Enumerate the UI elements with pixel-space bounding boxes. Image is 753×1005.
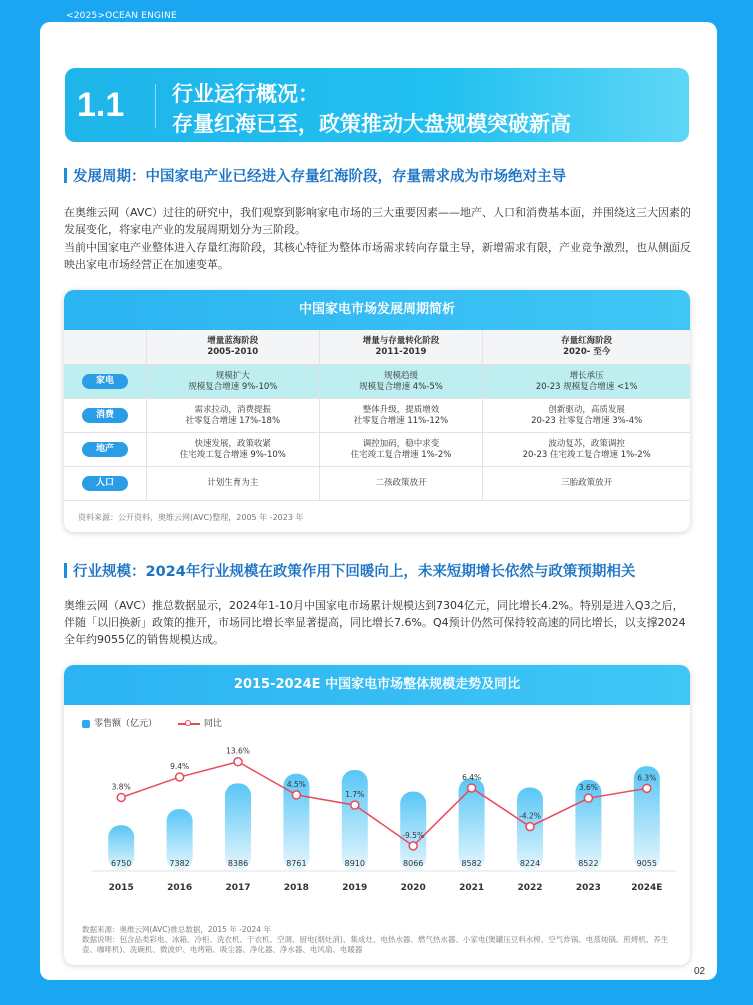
table-cell: 二孩政策放开 [319,467,483,501]
x-tick-label: 2020 [400,883,426,893]
table-cell: 创新驱动，高质发展 20-23 社零复合增速 3%-4% [483,399,690,433]
bar-value-label: 8386 [227,859,249,868]
yoy-value-label: -9.5% [402,830,425,840]
section1-title: 发展周期：中国家电产业已经进入存量红海阶段，存量需求成为市场绝对主导 [64,165,566,186]
row-label: 人口 [64,467,147,501]
yoy-point [234,758,242,766]
bar-value-label: 8522 [578,859,599,868]
table-cell: 波动复苏，政策调控 20-23 住宅竣工复合增速 1%-2% [483,433,690,467]
cycle-table-title: 中国家电市场发展周期简析 [64,290,690,330]
stage-header-row [64,330,690,365]
chart-note: 数据说明：包含品类彩电、冰箱、冷柜、洗衣机、干衣机、空调、厨电(烟灶消)、集成灶、电热水器、燃气热水器、小家电(煲罐压豆料水榨、空气炸锅、电蒸炖锅、煎烤机、养生壶、咖啡机)、洗碗机、微波炉、电烤箱、吸尘器、净化器、净水器、电风扇、电暖器 [82,935,669,954]
table-cell: 需求拉动，消费提振 社零复合增速 17%-18% [147,399,320,433]
table-cell: 规模趋缓 规模复合增速 4%-5% [319,365,483,399]
stage-header: 增量与存量转化阶段 2011-2019 [319,330,483,365]
legend-bar-label: 零售额（亿元） [94,719,158,729]
yoy-value-label: 3.6% [578,783,598,793]
table-row [64,467,690,501]
stage-header: 增量蓝海阶段 2005-2010 [147,330,320,365]
bar-value-label: 6750 [111,859,132,868]
bar-value-label: 8582 [461,859,482,868]
table-cell: 整体升级，提质增效 社零复合增速 11%-12% [319,399,483,433]
header-divider [155,84,156,128]
yoy-point [409,842,417,850]
section-header [65,68,689,142]
page-number: 02 [694,966,706,977]
chart-title: 2015-2024E 中国家电市场整体规模走势及同比 [64,665,690,705]
x-tick-label: 2019 [342,883,368,893]
header-title-line2: 存量红海已至，政策推动大盘规模突破新高 [172,112,571,136]
yoy-point [292,791,300,799]
bar-value-label: 7382 [169,859,190,868]
section2-title: 行业规模：2024年行业规模在政策作用下回暖向上，未来短期增长依然与政策预期相关 [64,560,635,581]
yoy-value-label: 13.6% [226,746,250,756]
chart-source: 数据来源：奥维云网(AVC)推总数据，2015 年 -2024 年 [82,925,271,934]
x-tick-label: 2024E [631,883,663,893]
yoy-value-label: 6.3% [637,773,657,783]
yoy-point [584,794,592,802]
x-tick-label: 2015 [108,883,134,893]
bar-value-label: 8761 [286,859,307,868]
x-tick-label: 2016 [167,883,193,893]
section2-para: 奥维云网（AVC）推总数据显示，2024年1-10月中国家电市场累计规模达到7304亿元，同比增长4.2%。特别是进入Q3之后，伴随「以旧换新」政策的推开，市场同比增长率显著提高，同比增长7.6%。Q4预计仍然可保持较高速的同比增长，以支撑2024全年约9055亿的销售规模达成。 [64,599,686,646]
cycle-table [64,330,690,501]
chart-card [64,665,690,965]
table-cell: 增长承压 20-23 规模复合增速 <1% [483,365,690,399]
table-cell: 规模扩大 规模复合增速 9%-10% [147,365,320,399]
report-label: <2025>OCEAN ENGINE [66,11,177,21]
yoy-value-label: 6.4% [462,772,482,782]
row-label: 家电 [64,365,147,399]
chart-notes [82,925,678,955]
x-tick-label: 2018 [283,883,309,893]
bar-value-label: 8066 [403,859,424,868]
yoy-point [117,793,125,801]
table-cell: 三胎政策放开 [483,467,690,501]
yoy-value-label: -4.2% [519,811,541,821]
yoy-value-label: 1.7% [345,790,365,800]
page-sheet [40,22,717,980]
yoy-point [176,773,184,781]
section1-para1: 在奥维云网（AVC）过往的研究中，我们观察到影响家电市场的三大重要因素——地产、人口和消费基本面，并围绕这三大因素的发展变化，将家电产业的发展周期划分为三阶段。 [64,206,692,236]
row-label: 消费 [64,399,147,433]
table-cell: 计划生育为主 [147,467,320,501]
row-label: 地产 [64,433,147,467]
bar [575,780,601,870]
x-tick-label: 2017 [225,883,251,893]
legend-line-label: 同比 [203,719,222,729]
x-tick-label: 2022 [517,883,543,893]
market-size-chart [64,725,690,925]
table-cell: 快速发展，政策收紧 住宅竣工复合增速 9%-10% [147,433,320,467]
stage-header: 存量红海阶段 2020- 至今 [483,330,690,365]
table-cell: 调控加码，稳中求变 住宅竣工复合增速 1%-2% [319,433,483,467]
yoy-point [526,823,534,831]
table-row [64,365,690,399]
cycle-table-card [64,290,690,532]
bar-value-label: 9055 [636,859,657,868]
bar-value-label: 8224 [519,859,541,868]
yoy-value-label: 4.5% [286,779,306,789]
table-source: 资料来源：公开资料，奥维云网(AVC)整理，2005 年 -2023 年 [78,513,304,522]
x-tick-label: 2023 [575,883,601,893]
table-row [64,433,690,467]
yoy-value-label: 9.4% [170,762,190,772]
yoy-value-label: 3.8% [111,782,131,792]
bar [225,783,251,870]
section1-para2: 当前中国家电产业整体进入存量红海阶段，其核心特征为整体市场需求转向存量主导，新增需求有限，产业竞争激烈，也从侧面反映出家电市场经营正在加速变革。 [64,241,691,271]
stage-header-empty [64,330,147,365]
yoy-point [351,801,359,809]
bar-value-label: 8910 [344,859,365,868]
header-title-line1: 行业运行概况： [172,82,319,106]
table-row [64,399,690,433]
section-number: 1.1 [77,86,125,124]
yoy-point [643,784,651,792]
x-tick-label: 2021 [459,883,485,893]
yoy-line [121,762,647,846]
bar [342,770,368,870]
yoy-point [468,784,476,792]
